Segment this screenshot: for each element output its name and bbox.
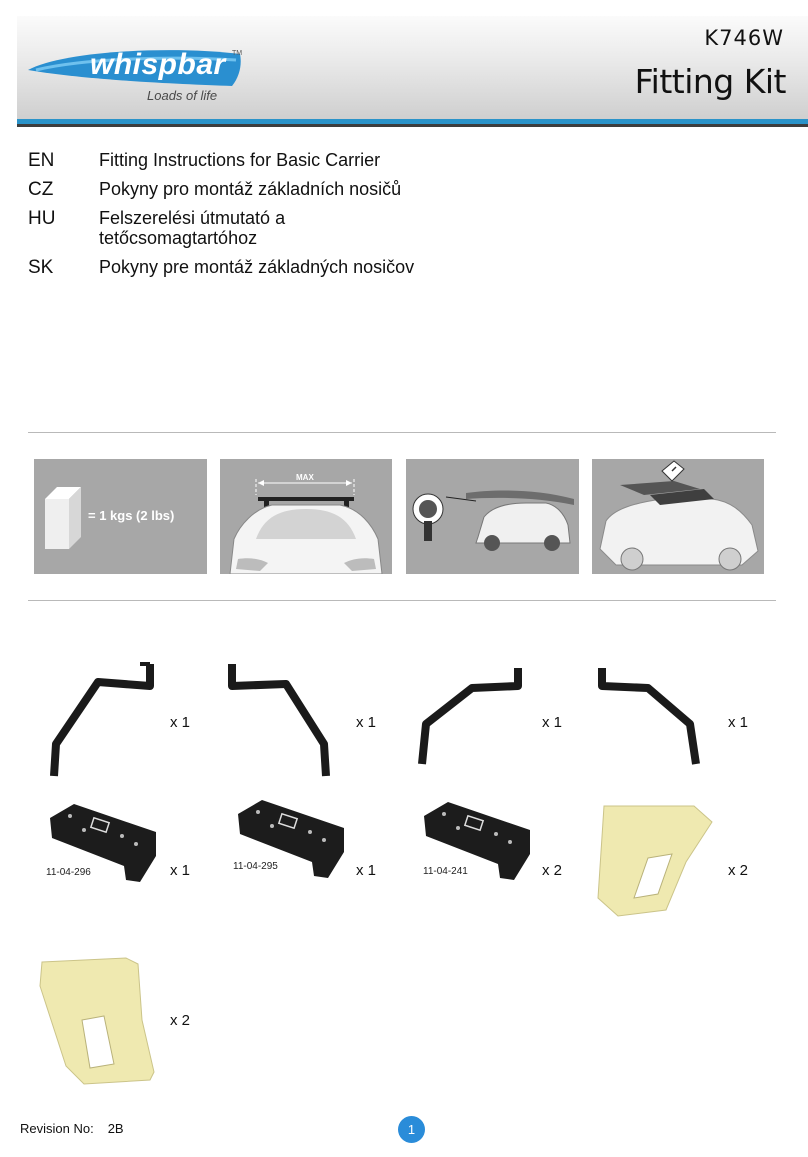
part-code: 11-04-295 [233, 861, 278, 872]
brand-tagline: Loads of life [147, 88, 218, 103]
quantity-label: x 1 [542, 714, 563, 731]
weight-box-icon [43, 485, 83, 551]
language-instruction: Felszerelési útmutató a tetőcsomagtartóhoz [99, 208, 286, 248]
language-instruction: Pokyny pre montáž základných nosičov [99, 257, 415, 277]
quantity-label: x 2 [728, 862, 749, 879]
page-number-badge: 1 [398, 1116, 425, 1143]
revision-value: 2B [107, 1121, 124, 1136]
language-code: SK [28, 257, 54, 278]
revision-info [20, 1121, 124, 1136]
bracket-b-icon [222, 660, 342, 780]
strap-load-car-icon [406, 459, 579, 574]
header-dark-stripe [17, 124, 808, 127]
quantity-label: x 2 [170, 1012, 191, 1029]
roof-box-car-icon [592, 459, 764, 574]
max-width-tile [220, 459, 392, 574]
quantity-label: x 1 [356, 862, 377, 879]
divider [28, 432, 776, 433]
quantity-label: x 2 [542, 862, 563, 879]
document-title: Fitting Kit [634, 62, 786, 101]
bracket-a-icon [40, 660, 160, 780]
weight-label: = 1 kgs (2 lbs) [88, 508, 175, 523]
strap-tile [406, 459, 579, 574]
quantity-label: x 1 [728, 714, 749, 731]
quantity-label: x 1 [170, 862, 191, 879]
part-code: 11-04-296 [46, 867, 91, 878]
language-code: HU [28, 208, 56, 229]
rubber-pad-icon [596, 802, 716, 918]
brand-logo-text: whispbar [90, 48, 226, 81]
language-instruction: Fitting Instructions for Basic Carrier [99, 150, 381, 170]
quantity-label: x 1 [170, 714, 191, 731]
roof-box-tile [592, 459, 764, 574]
language-code: EN [28, 150, 55, 171]
bracket-d-icon [594, 664, 714, 774]
weight-tile [34, 459, 207, 574]
language-code: CZ [28, 179, 54, 200]
brand-trademark: TM [232, 50, 243, 57]
bracket-c-icon [410, 664, 530, 774]
max-label: MAX [296, 473, 314, 482]
quantity-label: x 1 [356, 714, 377, 731]
kit-code: K746W [704, 26, 784, 50]
divider [28, 600, 776, 601]
rubber-pad-icon [34, 956, 160, 1086]
language-instruction: Pokyny pro montáž základních nosičů [99, 179, 402, 199]
part-code: 11-04-241 [423, 866, 468, 877]
revision-label: Revision No: [20, 1121, 94, 1136]
